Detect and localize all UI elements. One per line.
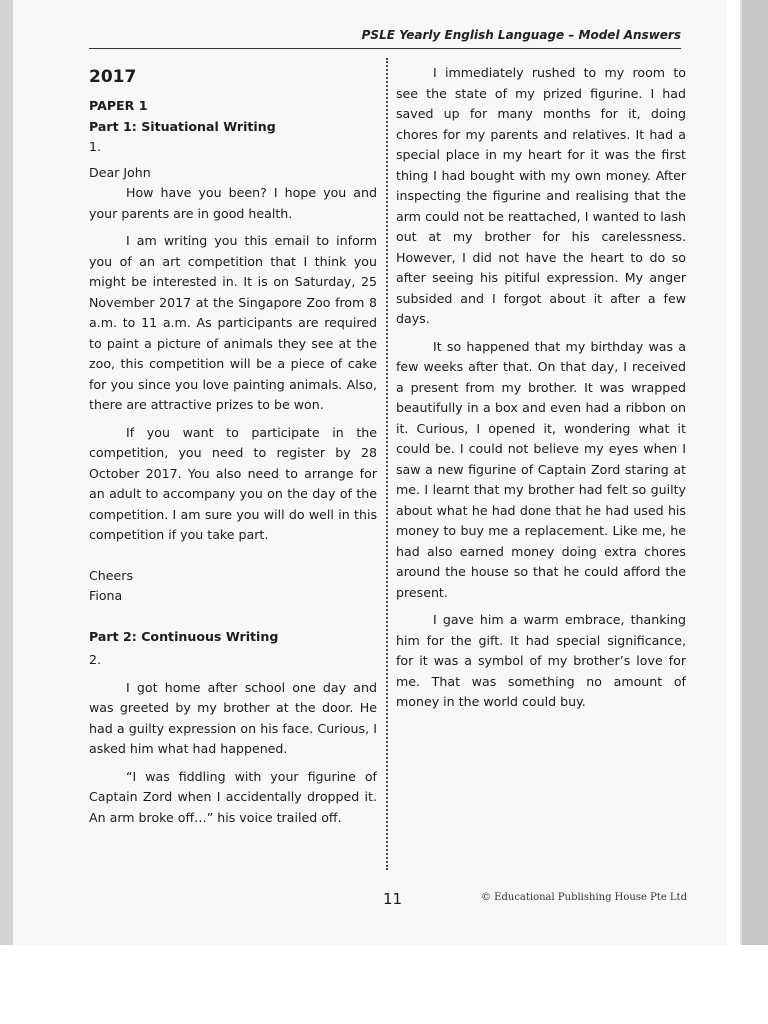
scan-shadow-left [0, 0, 13, 945]
left-column [89, 63, 377, 828]
story-paragraph-5: I gave him a warm embrace, thanking him for the gift. It had special significance, for it was a symbol of my brother’s love for me. That was something no amount of money in the world could buy. [396, 612, 686, 709]
signature: Fiona [89, 588, 123, 603]
year-heading: 2017 [89, 67, 137, 87]
email-paragraph-3: If you want to participate in the competition, you need to register by 28 October 2017. You also need to arrange for an adult to accompany you on the day of the competition. I am sure you will do well in this competition if you take part. [89, 424, 377, 542]
scan-edge-right [740, 0, 742, 945]
part2-heading: Part 2: Continuous Writing [89, 628, 279, 644]
story-paragraph-3: I immediately rushed to my room to see the state of my prized figurine. I had saved up for many months for it, doing chores for my parents and relatives. It had a special place in my heart for it was the first thing I had bought with my own money. After inspecting the figurine and realising that the arm could not be reattached, I wanted to lash out at my brother for his carelessness. However, I did not have the heart to do so after seeing his pitiful expression. My anger subsided and I forgot about it after a few days. [396, 65, 686, 326]
closing: Cheers [89, 567, 134, 583]
page-number: 11 [383, 890, 403, 908]
paper-heading: PAPER 1 [89, 98, 148, 113]
story-paragraph-2: “I was fiddling with your figurine of Captain Zord when I accidentally dropped it. An arm broke off…” his voice trailed off. [89, 768, 377, 825]
email-paragraph-2: I am writing you this email to inform you of an art competition that I think you might be interested in. It is on Saturday, 25 November 2017 at the Singapore Zoo from 8 a.m. to 11 a.m. As participants are required to paint a picture of animals they see at the zoo, this competition will be a piece of cake for you since you love painting animals. Also, there are attractive prizes to be won. [89, 233, 377, 412]
column-divider [386, 58, 388, 870]
question-1-number: 1. [89, 139, 102, 154]
running-header: PSLE Yearly English Language – Model Answers [361, 28, 681, 42]
question-2-number: 2. [89, 652, 102, 667]
story-paragraph-1: I got home after school one day and was greeted by my brother at the door. He had a guilty expression on his face. Curious, I asked him what had happened. [89, 679, 377, 756]
salutation: Dear John [89, 164, 151, 180]
part1-heading: Part 1: Situational Writing [89, 118, 276, 134]
email-paragraph-1: How have you been? I hope you and your parents are in good health. [89, 185, 377, 221]
header-rule [89, 48, 681, 49]
right-column [396, 63, 686, 713]
copyright-notice: © Educational Publishing House Pte Ltd [481, 892, 687, 903]
scan-margin-bottom [0, 945, 768, 1024]
story-paragraph-4: It so happened that my birthday was a few weeks after that. On that day, I received a present from my brother. It was wrapped beautifully in a box and even had a ribbon on it. Curious, I opened it, wondering what it could be. I could not believe my eyes when I saw a new figurine of Captain Zord staring at me. I learnt that my brother had felt so guilty about what he had done that he had used his money to buy me a replacement. Like me, he had also earned money doing extra chores around the house so that he could afford the present. [396, 338, 686, 600]
scan-shadow-right [742, 0, 768, 945]
